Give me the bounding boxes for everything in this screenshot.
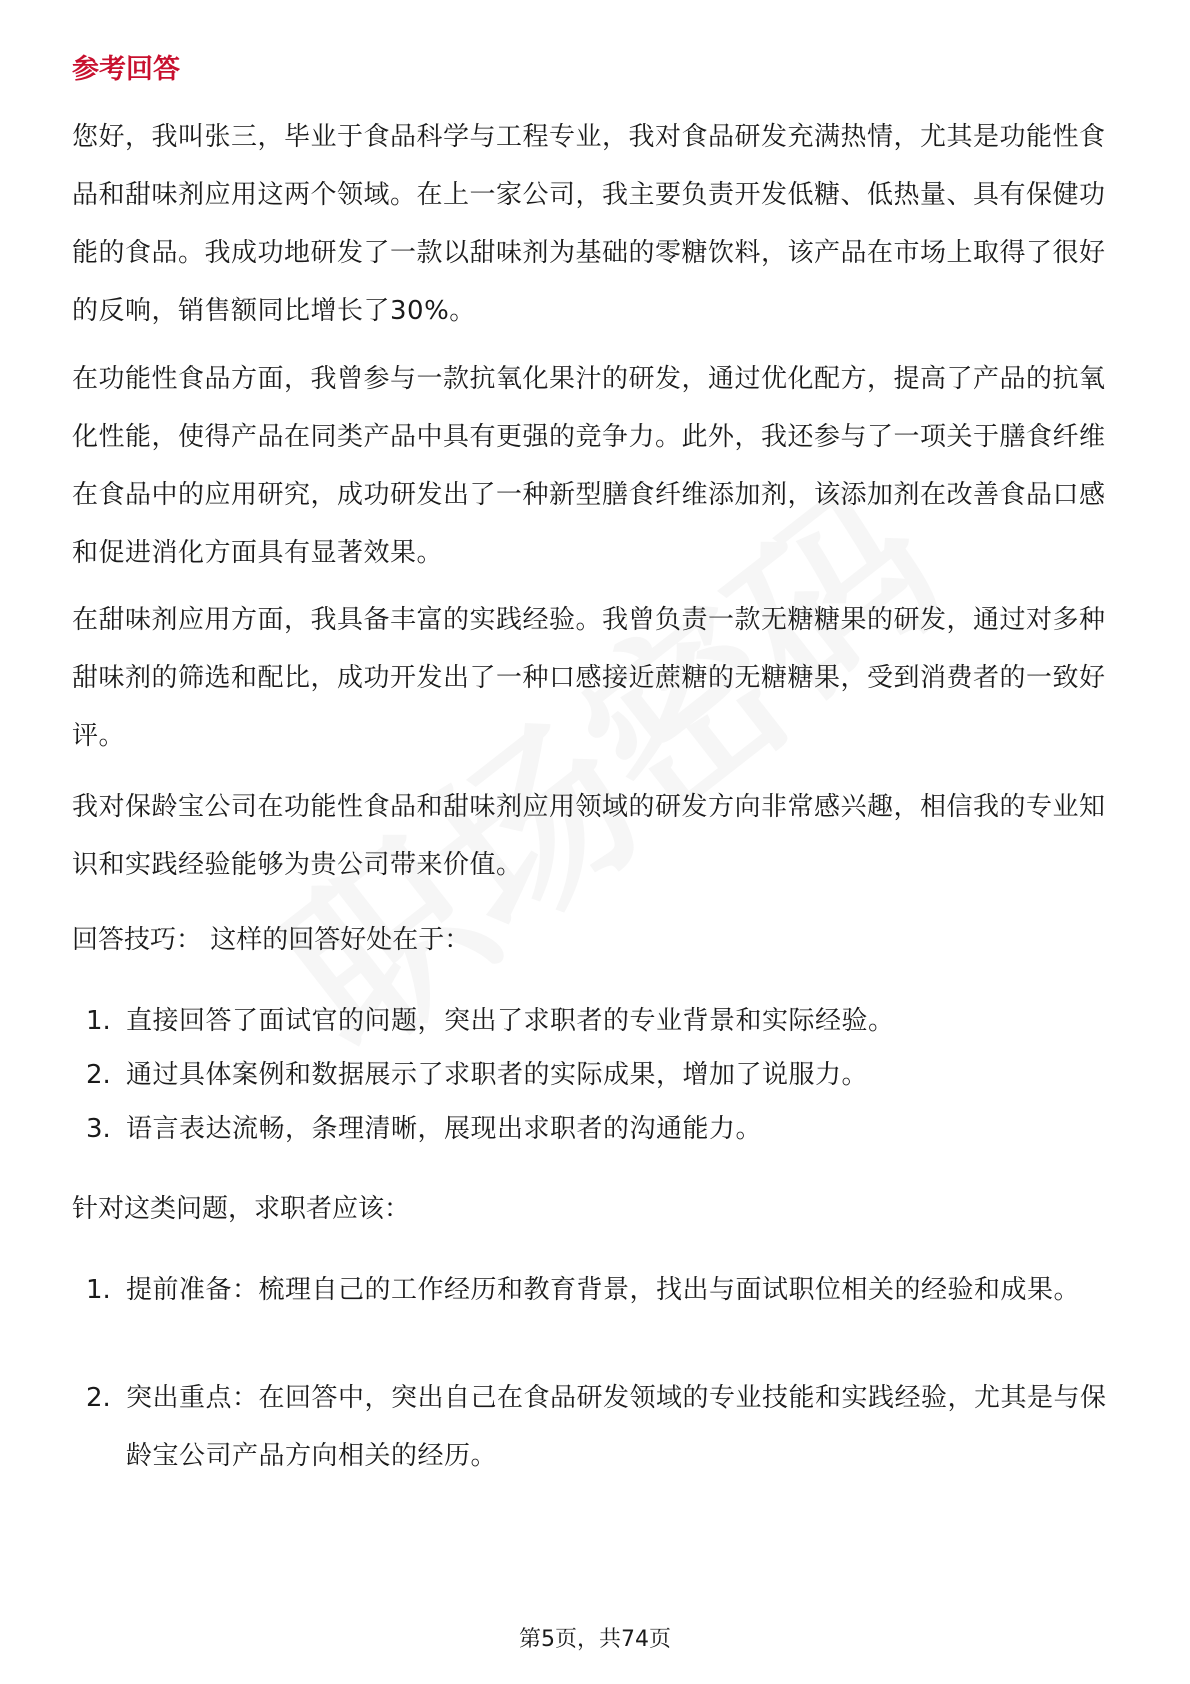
answer-paragraph-2: 在功能性食品方面，我曾参与一款抗氧化果汁的研发，通过优化配方，提高了产品的抗氧化性能，使得产品在同类产品中具有更强的竞争力。此外，我还参与了一项关于膳食纤维在食品中的应用研究，成功研发出了一种新型膳食纤维添加剂，该添加剂在改善食品口感和促进消化方面具有显著效果。 [72, 364, 1106, 568]
list-text: 通过具体案例和数据展示了求职者的实际成果，增加了说服力。 [126, 1060, 869, 1090]
list-number: 2. [86, 1060, 111, 1090]
answer-paragraph-1: 您好，我叫张三，毕业于食品科学与工程专业，我对食品研发充满热情，尤其是功能性食品和甜味剂应用这两个领域。在上一家公司，我主要负责开发低糖、低热量、具有保健功能的食品。我成功地研发了一款以甜味剂为基础的零糖饮料，该产品在市场上取得了很好的反响，销售额同比增长了30%。 [72, 122, 1106, 326]
list-item [72, 992, 1118, 1050]
answer-paragraph-4: 我对保龄宝公司在功能性食品和甜味剂应用领域的研发方向非常感兴趣，相信我的专业知识和实践经验能够为贵公司带来价值。 [72, 792, 1106, 880]
section-heading: 参考回答 [72, 54, 180, 85]
page-footer: 第5页，共74页 [519, 1627, 671, 1652]
advice-label: 针对这类问题，求职者应该： [72, 1194, 411, 1224]
list-text: 直接回答了面试官的问题，突出了求职者的专业背景和实际经验。 [126, 1006, 895, 1036]
list-number: 3. [86, 1114, 111, 1144]
list-number: 2. [86, 1383, 111, 1413]
list-number: 1. [86, 1006, 111, 1036]
list-number: 1. [86, 1275, 111, 1305]
list-text: 突出重点：在回答中，突出自己在食品研发领域的专业技能和实践经验，尤其是与保龄宝公司产品方向相关的经历。 [126, 1383, 1107, 1471]
answer-paragraph-3: 在甜味剂应用方面，我具备丰富的实践经验。我曾负责一款无糖糖果的研发，通过对多种甜味剂的筛选和配比，成功开发出了一种口感接近蔗糖的无糖糖果，受到消费者的一致好评。 [72, 605, 1106, 751]
tips-label: 回答技巧： 这样的回答好处在于： [72, 925, 471, 955]
list-text: 语言表达流畅，条理清晰，展现出求职者的沟通能力。 [126, 1114, 763, 1144]
list-text: 提前准备：梳理自己的工作经历和教育背景，找出与面试职位相关的经验和成果。 [126, 1275, 1081, 1305]
list-item [72, 1369, 1118, 1485]
list-item [72, 1100, 1118, 1158]
list-item [72, 1046, 1118, 1104]
list-item [72, 1261, 1118, 1319]
